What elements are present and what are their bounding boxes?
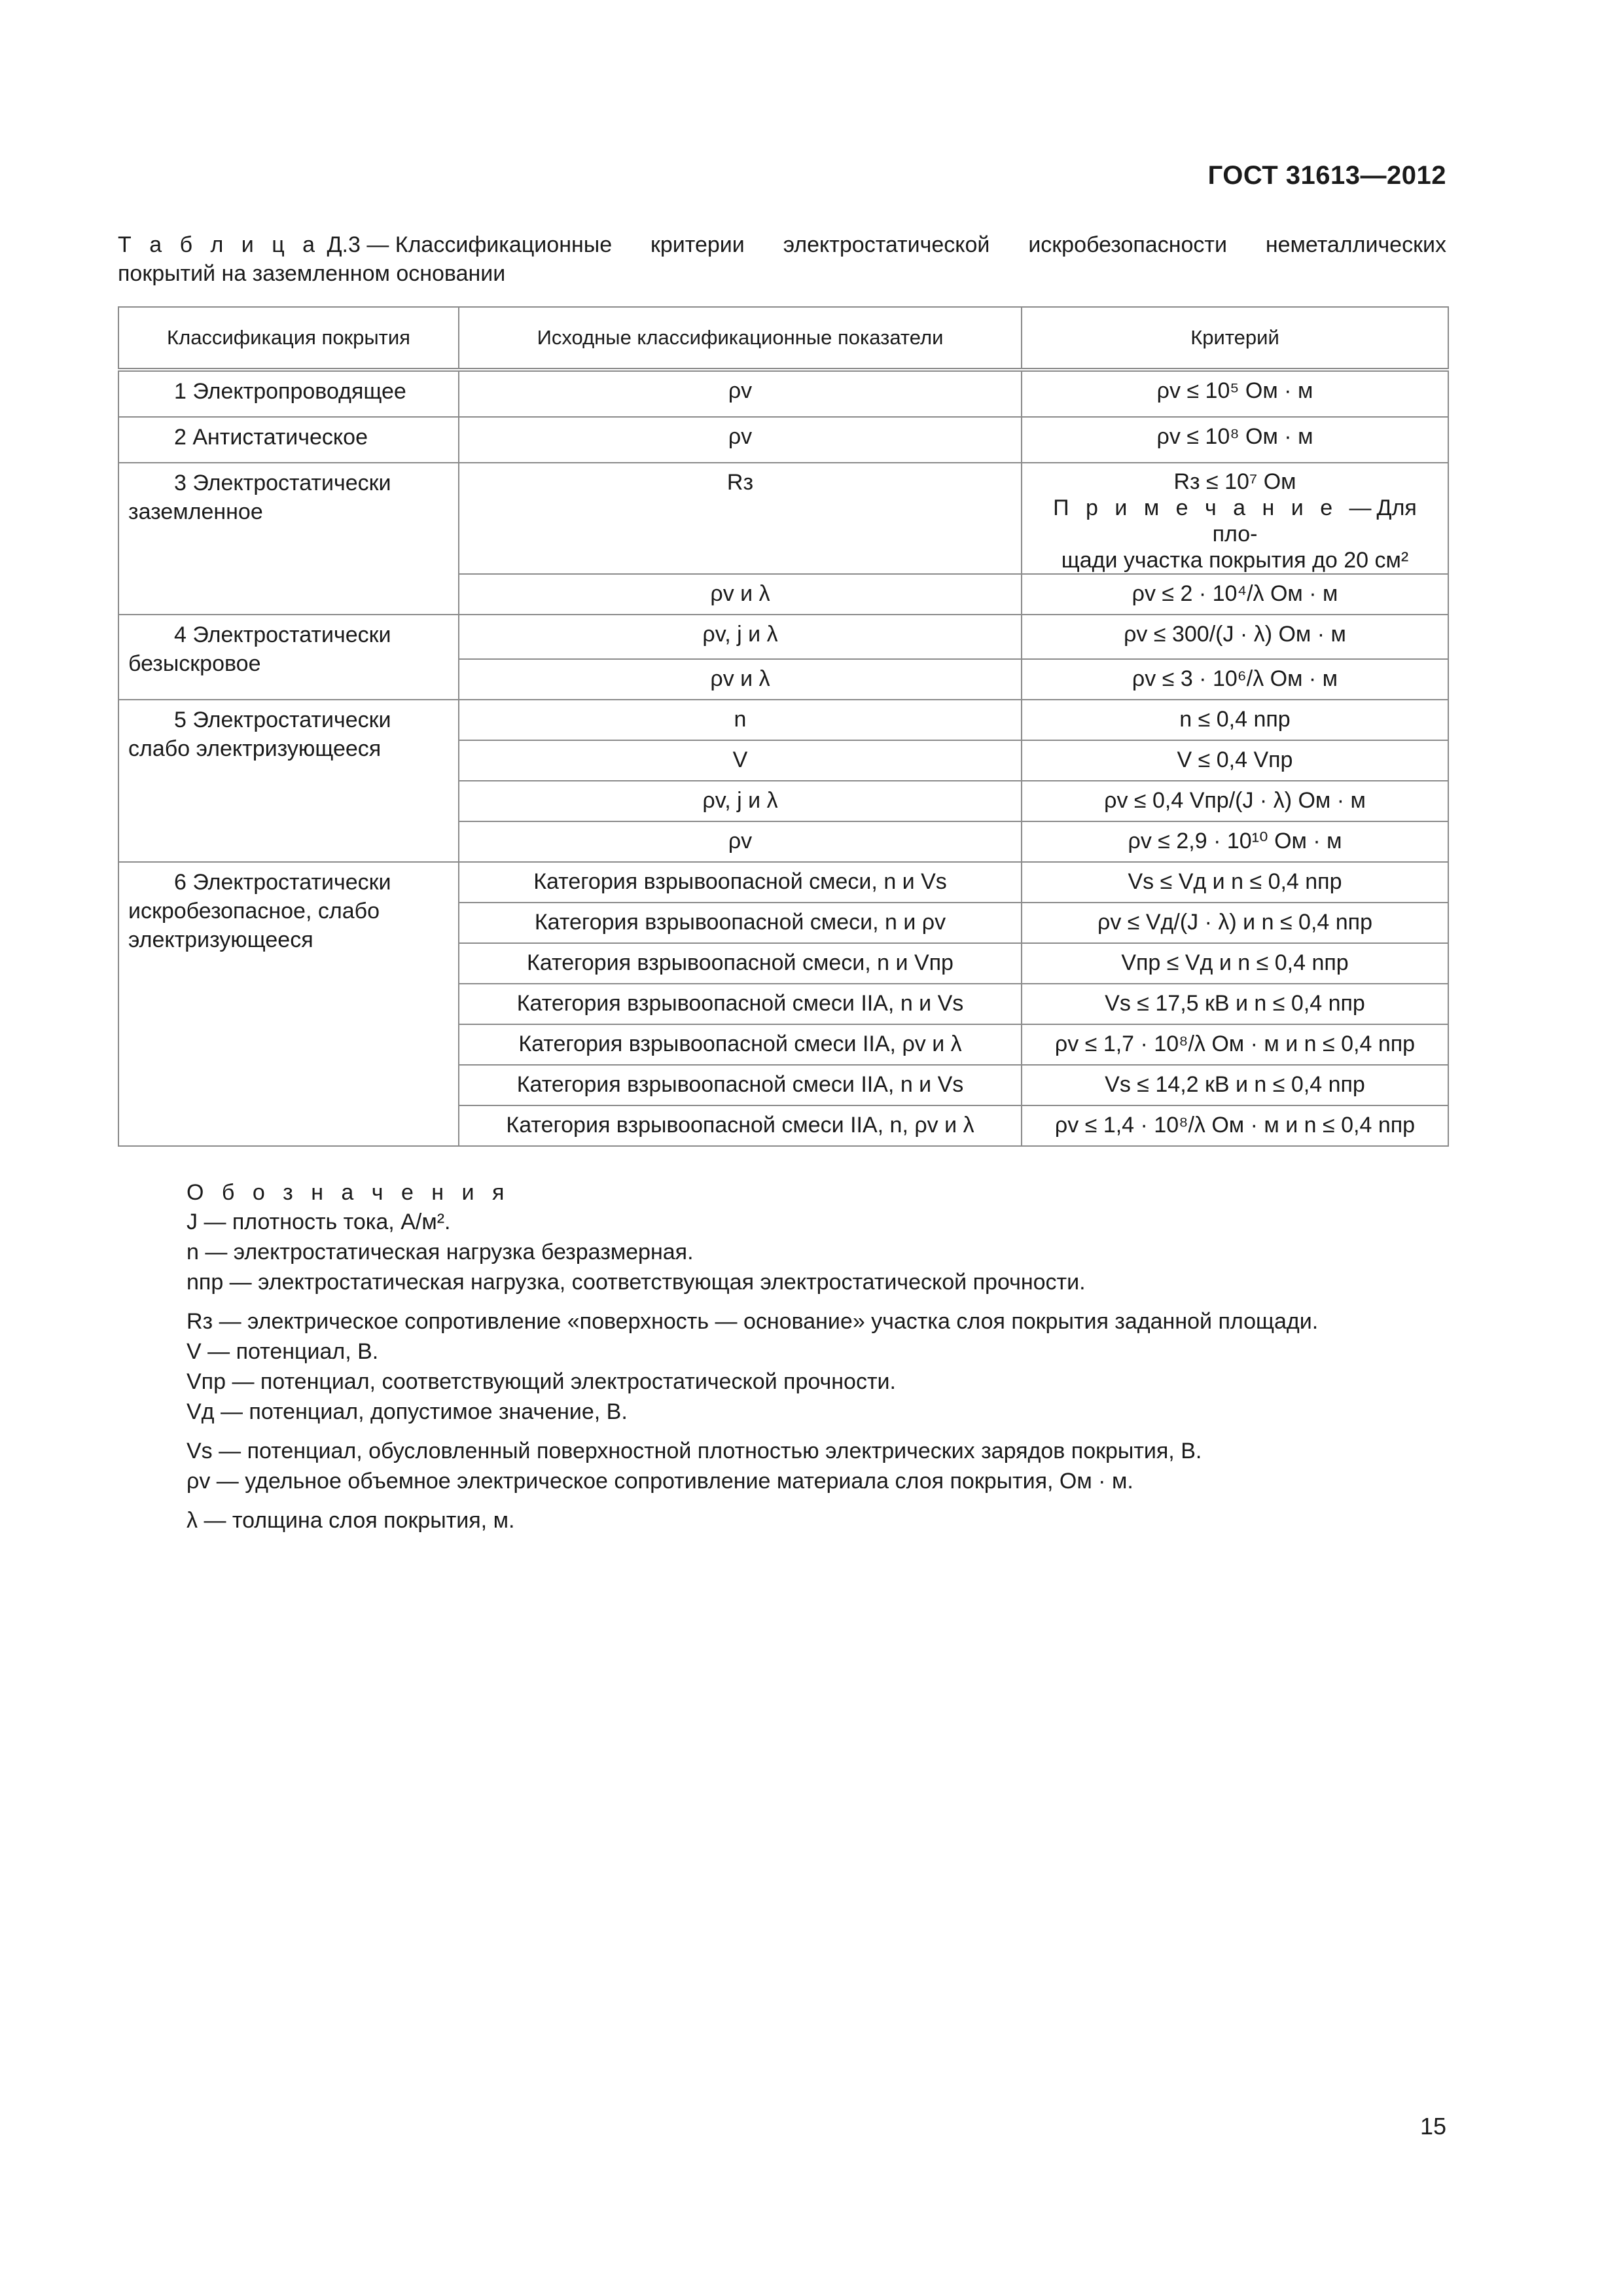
caption-prefix: Т а б л и ц а (118, 232, 321, 257)
cell-classification (118, 700, 459, 862)
cell-criterion: Vпр ≤ Vд и n ≤ 0,4 nпр (1022, 943, 1448, 984)
criterion-value: Rз ≤ 10⁷ Ом (1173, 469, 1296, 494)
cell-indicator: ρv (459, 417, 1022, 463)
cell-criterion: ρv ≤ 2,9 · 10¹⁰ Ом · м (1022, 821, 1448, 862)
cell-indicator: Категория взрывоопасной смеси IIA, n, ρv и λ (459, 1105, 1022, 1146)
caption-number: Д.3 — (327, 232, 389, 257)
header-criterion: Критерий (1022, 307, 1448, 370)
table-row (118, 700, 1448, 740)
legend-title: О б о з н а ч е н и я (187, 1180, 510, 1205)
legend-item: λ — толщина слоя покрытия, м. (187, 1508, 515, 1533)
cell-criterion: ρv ≤ Vд/(J · λ) и n ≤ 0,4 nпр (1022, 903, 1448, 943)
cell-criterion: ρv ≤ 3 · 10⁶/λ Ом · м (1022, 659, 1448, 700)
cell-criterion: ρv ≤ 10⁵ Ом · м (1022, 370, 1448, 417)
cell-indicator: Категория взрывоопасной смеси, n и ρv (459, 903, 1022, 943)
classification-table (118, 306, 1449, 1147)
table-row (118, 463, 1448, 574)
caption-line2: покрытий на заземленном основании (118, 261, 506, 286)
cell-indicator: ρv и λ (459, 574, 1022, 615)
cell-indicator: V (459, 740, 1022, 781)
cell-indicator: Rз (459, 463, 1022, 574)
legend-item: Vд — потенциал, допустимое значение, В. (187, 1399, 628, 1424)
cell-criterion: Vs ≤ Vд и n ≤ 0,4 nпр (1022, 862, 1448, 903)
cell-criterion: ρv ≤ 1,7 · 10⁸/λ Ом · м и n ≤ 0,4 nпр (1022, 1024, 1448, 1065)
caption-word: неметаллических (1265, 232, 1446, 257)
cell-indicator: ρv (459, 821, 1022, 862)
cell-indicator: ρv и λ (459, 659, 1022, 700)
table-row (118, 615, 1448, 659)
criterion-note (1031, 495, 1438, 547)
page-number: 15 (1419, 2113, 1446, 2140)
table-row (118, 370, 1448, 417)
classification-line: заземленное (128, 499, 263, 524)
cell-classification (118, 370, 459, 417)
cell-indicator: ρv, j и λ (459, 781, 1022, 821)
cell-indicator: ρv, j и λ (459, 615, 1022, 659)
classification-table-wrapper (118, 306, 1448, 1147)
cell-criterion: n ≤ 0,4 nпр (1022, 700, 1448, 740)
legend-item: J — плотность тока, А/м². (187, 1210, 451, 1234)
cell-indicator: ρv (459, 370, 1022, 417)
cell-criterion: ρv ≤ 10⁸ Ом · м (1022, 417, 1448, 463)
table-caption (118, 230, 1446, 288)
classification-line: электризующееся (128, 927, 313, 952)
cell-criterion: ρv ≤ 2 · 10⁴/λ Ом · м (1022, 574, 1448, 615)
cell-classification (118, 463, 459, 615)
cell-indicator: Категория взрывоопасной смеси, n и Vпр (459, 943, 1022, 984)
criterion-note-line2: щади участка покрытия до 20 см² (1061, 548, 1409, 573)
cell-criterion: ρv ≤ 1,4 · 10⁸/λ Ом · м и n ≤ 0,4 nпр (1022, 1105, 1448, 1146)
cell-classification (118, 417, 459, 463)
cell-criterion: ρv ≤ 300/(J · λ) Ом · м (1022, 615, 1448, 659)
caption-word: электростатической (783, 232, 990, 257)
cell-criterion: Vs ≤ 17,5 кВ и n ≤ 0,4 nпр (1022, 984, 1448, 1024)
classification-line: 2 Антистатическое (174, 425, 368, 450)
cell-criterion (1022, 463, 1448, 574)
cell-indicator: Категория взрывоопасной смеси, n и Vs (459, 862, 1022, 903)
table-row (118, 417, 1448, 463)
cell-criterion: V ≤ 0,4 Vпр (1022, 740, 1448, 781)
classification-line: 6 Электростатически (174, 870, 391, 895)
legend-item: Rз — электрическое сопротивление «поверхность — основание» участка слоя покрытия заданной площади. (187, 1309, 1319, 1334)
legend-item: Vпр — потенциал, соответствующий электростатической прочности. (187, 1369, 896, 1394)
table-header-row (118, 307, 1448, 370)
legend (187, 1178, 1469, 1535)
legend-item: n — электростатическая нагрузка безразмерная. (187, 1240, 694, 1265)
legend-item: V — потенциал, В. (187, 1339, 379, 1364)
classification-line: 4 Электростатически (174, 622, 391, 647)
note-text: Для пло- (1212, 495, 1417, 547)
classification-line: искробезопасное, слабо (128, 899, 380, 924)
cell-indicator: Категория взрывоопасной смеси IIA, n и Vs (459, 1065, 1022, 1105)
legend-item: ρv — удельное объемное электрическое сопротивление материала слоя покрытия, Ом · м. (187, 1469, 1133, 1494)
caption-word: критерии (651, 232, 745, 257)
cell-classification (118, 615, 459, 700)
caption-word: искробезопасности (1028, 232, 1227, 257)
document-id: ГОСТ 31613—2012 (1207, 161, 1446, 190)
cell-indicator: Категория взрывоопасной смеси IIA, n и Vs (459, 984, 1022, 1024)
cell-classification (118, 862, 459, 1146)
classification-line: 3 Электростатически (174, 471, 391, 495)
header-indicators: Исходные классификационные показатели (459, 307, 1022, 370)
cell-criterion: Vs ≤ 14,2 кВ и n ≤ 0,4 nпр (1022, 1065, 1448, 1105)
header-classification: Классификация покрытия (118, 307, 459, 370)
classification-line: 5 Электростатически (174, 708, 391, 732)
caption-word: Классификационные (395, 232, 613, 257)
classification-line: 1 Электропроводящее (174, 379, 406, 404)
cell-indicator: Категория взрывоопасной смеси IIA, ρv и λ (459, 1024, 1022, 1065)
table-row (118, 862, 1448, 903)
legend-item: nпр — электростатическая нагрузка, соответствующая электростатической прочности. (187, 1270, 1086, 1295)
classification-line: слабо электризующееся (128, 736, 382, 761)
classification-line: безыскровое (128, 651, 261, 676)
note-title: П р и м е ч а н и е — (1053, 495, 1377, 520)
cell-criterion: ρv ≤ 0,4 Vпр/(J · λ) Ом · м (1022, 781, 1448, 821)
legend-item: Vs — потенциал, обусловленный поверхностной плотностью электрических зарядов покрытия, В. (187, 1439, 1202, 1463)
cell-indicator: n (459, 700, 1022, 740)
